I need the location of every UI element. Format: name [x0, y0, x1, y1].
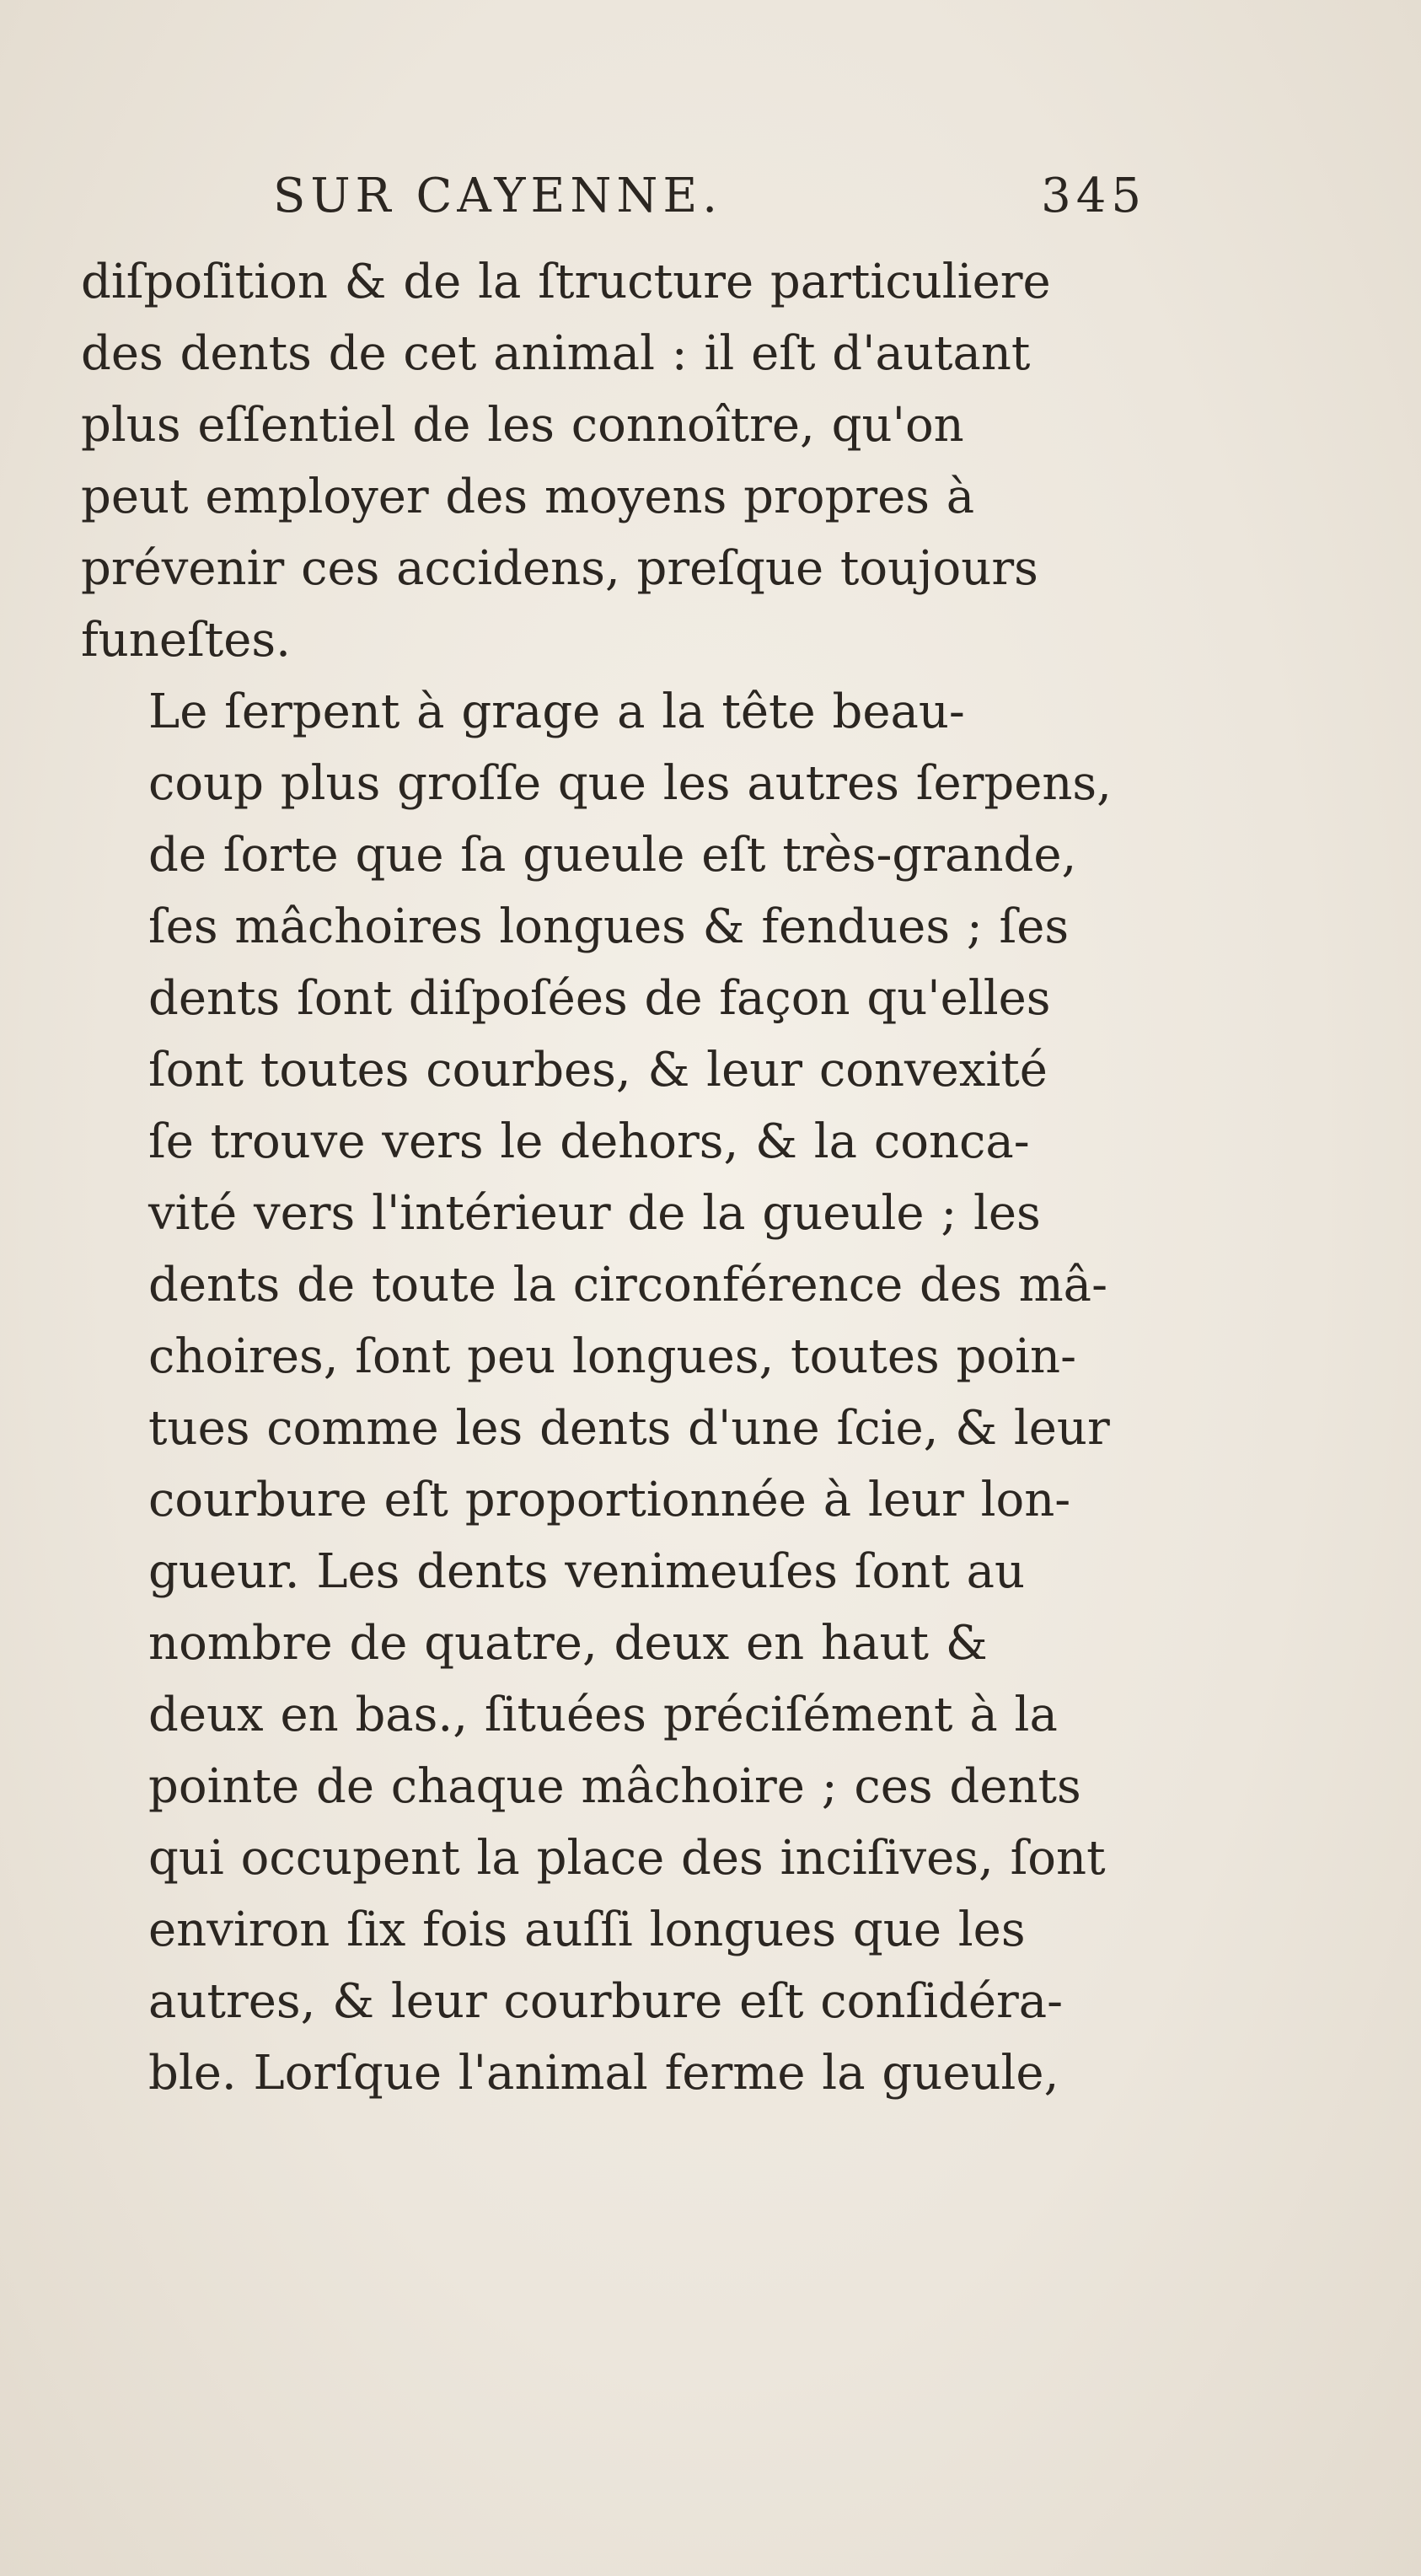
text-line: des dents de cet animal : il eſt d'autant	[81, 326, 1031, 381]
text-line: funeſtes.	[81, 613, 291, 668]
text-line: autres, & leur courbure eſt conſidéra-	[148, 1974, 1064, 2029]
text-line: ble. Lorſque l'animal ferme la gueule,	[148, 2046, 1059, 2101]
running-title: SUR CAYENNE.	[273, 169, 723, 223]
text-line: de ſorte que ſa gueule eſt très-grande,	[148, 828, 1077, 883]
running-head	[81, 169, 1151, 246]
text-line: qui occupent la place des inciſives, ſont	[148, 1831, 1106, 1886]
text-line: peut employer des moyens propres à	[81, 470, 975, 524]
text-line: deux en bas., ſituées préciſément à la	[148, 1688, 1058, 1742]
text-line: choires, ſont peu longues, toutes poin-	[148, 1329, 1076, 1384]
text-line: tues comme les dents d'une ſcie, & leur	[148, 1401, 1110, 1456]
text-block	[81, 169, 1151, 2109]
text-line: dents ſont diſpoſées de façon qu'elles	[148, 971, 1051, 1026]
text-line: ſes mâchoires longues & fendues ; ſes	[148, 899, 1070, 954]
paragraph-1	[81, 246, 1151, 676]
text-line: pointe de chaque mâchoire ; ces dents	[148, 1759, 1081, 1814]
text-line: nombre de quatre, deux en haut &	[148, 1616, 988, 1671]
body-text	[81, 246, 1151, 2109]
text-line: environ ſix fois auſſi longues que les	[148, 1902, 1026, 1957]
text-line: Le ſerpent à grage a la tête beau-	[148, 684, 965, 739]
page-number: 345	[1041, 169, 1146, 223]
text-line: courbure eſt proportionnée à leur lon-	[148, 1473, 1071, 1527]
text-line: prévenir ces accidens, preſque toujours	[81, 541, 1038, 596]
text-line: dents de toute la circonférence des mâ-	[148, 1258, 1107, 1312]
text-line: ſe trouve vers le dehors, & la conca-	[148, 1114, 1030, 1169]
text-line: diſpoſition & de la ſtructure particuliere	[81, 255, 1051, 309]
text-line: plus eſſentiel de les connoître, qu'on	[81, 398, 964, 453]
paragraph-2	[81, 676, 1151, 2109]
text-line: ſont toutes courbes, & leur convexité	[148, 1043, 1048, 1097]
text-line: coup plus groſſe que les autres ſerpens,	[148, 756, 1112, 811]
text-line: vité vers l'intérieur de la gueule ; les	[148, 1186, 1041, 1241]
text-line: gueur. Les dents venimeuſes ſont au	[148, 1544, 1026, 1599]
